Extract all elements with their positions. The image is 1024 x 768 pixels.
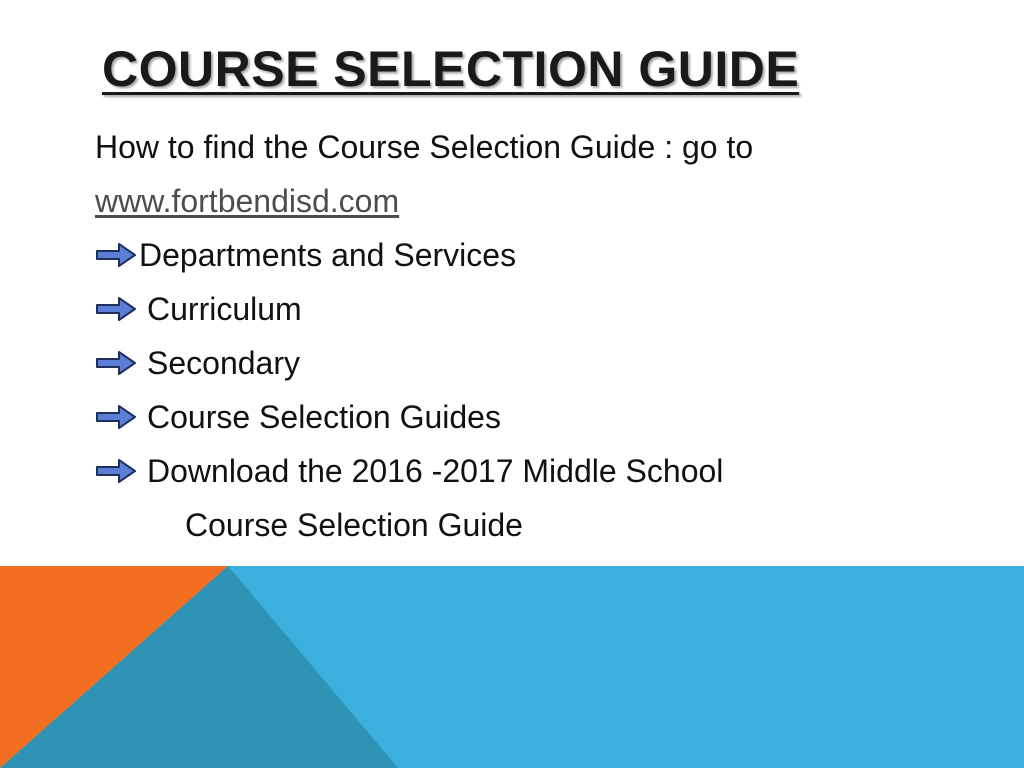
step-course-selection-guides (95, 390, 995, 444)
step-secondary (95, 336, 995, 390)
arrow-right-icon (95, 404, 137, 430)
step-label: Secondary (147, 345, 300, 381)
decorative-band (0, 566, 1024, 768)
arrow-right-icon (95, 350, 137, 376)
step-download-continuation: Course Selection Guide (185, 507, 523, 543)
step-download (95, 444, 995, 498)
arrow-right-icon (95, 458, 137, 484)
link-line (95, 174, 995, 228)
slide-title: COURSE SELECTION GUIDE (102, 41, 800, 97)
step-label: Course Selection Guides (147, 399, 501, 435)
step-curriculum (95, 282, 995, 336)
arrow-right-icon (95, 242, 137, 268)
step-label: Departments and Services (139, 237, 517, 273)
slide-body (95, 120, 995, 552)
intro-text: How to find the Course Selection Guide : go to (95, 129, 754, 165)
arrow-right-icon (95, 296, 137, 322)
fortbendisd-link[interactable]: www.fortbendisd.com (95, 183, 400, 219)
step-label: Download the 2016 -2017 Middle School (147, 453, 724, 489)
step-departments (95, 228, 995, 282)
step-label: Curriculum (147, 291, 302, 327)
